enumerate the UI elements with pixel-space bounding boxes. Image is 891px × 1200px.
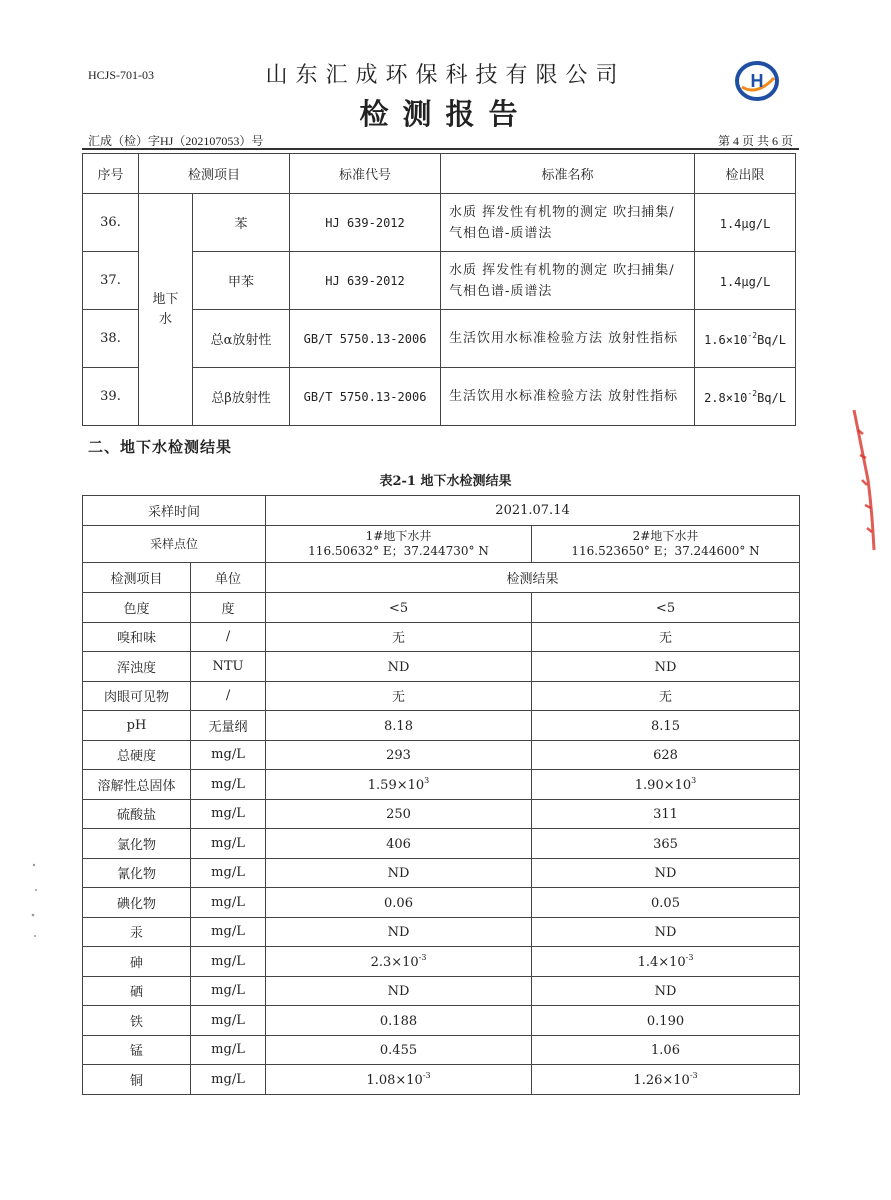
result-unit: mg/L xyxy=(191,740,266,770)
value-exponent: -2 xyxy=(747,388,758,398)
result-site-1 xyxy=(266,711,532,741)
value-base: 无 xyxy=(392,631,406,647)
result-unit: mg/L xyxy=(191,947,266,977)
row-no: 36. xyxy=(83,194,139,252)
test-item: 总β放射性 xyxy=(193,368,290,426)
result-site-1 xyxy=(266,888,532,918)
value-base: 1.4×10 xyxy=(637,954,686,970)
row-no: 38. xyxy=(83,310,139,368)
value-base: ND xyxy=(387,866,410,882)
result-site-1 xyxy=(266,858,532,888)
result-unit: mg/L xyxy=(191,1065,266,1095)
result-row xyxy=(83,711,800,741)
result-site-1 xyxy=(266,593,532,623)
result-unit: 度 xyxy=(191,593,266,623)
svg-text:H: H xyxy=(750,71,764,91)
value-base: ND xyxy=(654,659,677,675)
result-item: 硫酸盐 xyxy=(83,799,191,829)
value-base: 1.4μg/L xyxy=(719,274,771,289)
col-item: 检测项目 xyxy=(83,563,191,593)
value-base: 8.18 xyxy=(384,718,413,734)
result-site-2 xyxy=(532,1035,800,1065)
header-no: 序号 xyxy=(83,154,139,194)
value-exponent: -3 xyxy=(685,952,694,962)
result-item: pH xyxy=(83,711,191,741)
test-item: 苯 xyxy=(193,194,290,252)
value-exponent: -3 xyxy=(422,1070,431,1080)
result-site-1 xyxy=(266,917,532,947)
results-table xyxy=(82,495,800,1095)
standard-code: HJ 639-2012 xyxy=(290,252,441,310)
value-base: 1.4μg/L xyxy=(719,216,771,231)
result-site-1 xyxy=(266,1065,532,1095)
result-item: 肉眼可见物 xyxy=(83,681,191,711)
value-base: 365 xyxy=(653,836,678,852)
result-row xyxy=(83,652,800,682)
result-site-1 xyxy=(266,976,532,1006)
result-unit: / xyxy=(191,622,266,652)
value-exponent: 3 xyxy=(424,775,430,785)
standard-code: GB/T 5750.13-2006 xyxy=(290,368,441,426)
col-result: 检测结果 xyxy=(266,563,800,593)
result-row xyxy=(83,1065,800,1095)
result-site-2 xyxy=(532,593,800,623)
result-row xyxy=(83,888,800,918)
result-item: 色度 xyxy=(83,593,191,623)
value-base: 0.05 xyxy=(651,895,680,911)
standard-name: 水质 挥发性有机物的测定 吹扫捕集/气相色谱-质谱法 xyxy=(441,252,695,310)
result-row xyxy=(83,770,800,800)
doc-code: HCJS-701-03 xyxy=(88,68,155,82)
result-item: 汞 xyxy=(83,917,191,947)
standard-name: 生活饮用水标准检验方法 放射性指标 xyxy=(441,368,695,426)
value-base: ND xyxy=(654,866,677,882)
result-row xyxy=(83,799,800,829)
value-base: 1.6×10 xyxy=(704,332,748,347)
report-title: 检测报告 xyxy=(359,97,532,131)
header-name: 标准名称 xyxy=(441,154,695,194)
value-base: 311 xyxy=(653,807,678,823)
result-unit: mg/L xyxy=(191,1035,266,1065)
group-label: 地下 水 xyxy=(139,194,193,426)
result-site-2 xyxy=(532,770,800,800)
value-base: 0.188 xyxy=(379,1013,418,1029)
row-no: 37. xyxy=(83,252,139,310)
standard-name: 生活饮用水标准检验方法 放射性指标 xyxy=(441,310,695,368)
result-site-2 xyxy=(532,681,800,711)
result-unit: 无量纲 xyxy=(191,711,266,741)
result-site-2 xyxy=(532,888,800,918)
value-base: ND xyxy=(654,925,677,941)
value-base: 628 xyxy=(653,748,678,764)
site-name: 2#地下水井 xyxy=(632,529,699,543)
result-item: 锰 xyxy=(83,1035,191,1065)
result-unit: mg/L xyxy=(191,770,266,800)
result-site-2 xyxy=(532,740,800,770)
scan-speck-icon xyxy=(30,860,40,940)
method-table-header xyxy=(83,154,796,194)
result-site-1 xyxy=(266,740,532,770)
value-base: ND xyxy=(654,984,677,1000)
page-number: 第 4 页 共 6 页 xyxy=(717,134,793,148)
result-unit: mg/L xyxy=(191,799,266,829)
sampling-site-row xyxy=(83,526,800,563)
result-row xyxy=(83,858,800,888)
result-item: 总硬度 xyxy=(83,740,191,770)
report-reference: 汇成（检）字HJ（202107053）号 xyxy=(88,134,264,148)
red-seal-stamp-icon xyxy=(850,410,876,550)
result-site-1 xyxy=(266,622,532,652)
value-base: ND xyxy=(387,925,410,941)
value-base: ND xyxy=(387,984,410,1000)
value-base: 0.455 xyxy=(379,1043,418,1059)
section-title: 二、地下水检测结果 xyxy=(88,438,233,456)
standard-code: GB/T 5750.13-2006 xyxy=(290,310,441,368)
value-exponent: 3 xyxy=(691,775,697,785)
result-item: 浑浊度 xyxy=(83,652,191,682)
result-row xyxy=(83,1006,800,1036)
result-unit: mg/L xyxy=(191,917,266,947)
result-unit: mg/L xyxy=(191,858,266,888)
result-site-1 xyxy=(266,652,532,682)
method-row xyxy=(83,194,796,252)
header-rule xyxy=(82,148,799,150)
value-base: 无 xyxy=(392,690,406,706)
standard-code: HJ 639-2012 xyxy=(290,194,441,252)
result-site-2 xyxy=(532,711,800,741)
site-name: 1#地下水井 xyxy=(365,529,432,543)
result-site-1 xyxy=(266,681,532,711)
company-name: 山东汇成环保科技有限公司 xyxy=(265,63,626,88)
result-item: 砷 xyxy=(83,947,191,977)
result-item: 铁 xyxy=(83,1006,191,1036)
value-base: 1.06 xyxy=(651,1043,680,1059)
value-base: 2.8×10 xyxy=(704,390,748,405)
result-unit: mg/L xyxy=(191,1006,266,1036)
col-unit: 单位 xyxy=(191,563,266,593)
value-base: 250 xyxy=(386,807,411,823)
result-site-1 xyxy=(266,1006,532,1036)
result-item: 铜 xyxy=(83,1065,191,1095)
result-row xyxy=(83,740,800,770)
result-row xyxy=(83,829,800,859)
detection-limit xyxy=(695,194,796,252)
value-base: 无 xyxy=(659,631,673,647)
value-unit: Bq/L xyxy=(757,332,786,347)
sampling-site-label: 采样点位 xyxy=(83,526,266,563)
value-exponent: -3 xyxy=(689,1070,698,1080)
site-coords: 116.523650° E；37.244600° N xyxy=(571,544,760,558)
value-base: 1.26×10 xyxy=(633,1072,690,1088)
value-base: 8.15 xyxy=(651,718,680,734)
result-site-2 xyxy=(532,1006,800,1036)
standard-name: 水质 挥发性有机物的测定 吹扫捕集/气相色谱-质谱法 xyxy=(441,194,695,252)
site-coords: 116.50632° E；37.244730° N xyxy=(308,544,489,558)
sampling-time-value: 2021.07.14 xyxy=(266,496,800,526)
result-site-2 xyxy=(532,858,800,888)
result-item: 氯化物 xyxy=(83,829,191,859)
result-site-2 xyxy=(532,1065,800,1095)
site-1 xyxy=(266,526,532,563)
header-item: 检测项目 xyxy=(139,154,290,194)
value-base: 293 xyxy=(386,748,411,764)
result-row xyxy=(83,917,800,947)
method-table xyxy=(82,153,796,426)
result-site-2 xyxy=(532,829,800,859)
result-site-2 xyxy=(532,622,800,652)
result-unit: NTU xyxy=(191,652,266,682)
result-row xyxy=(83,593,800,623)
result-unit: mg/L xyxy=(191,829,266,859)
result-row xyxy=(83,622,800,652)
value-base: 1.59×10 xyxy=(367,777,425,793)
result-site-1 xyxy=(266,799,532,829)
result-item: 溶解性总固体 xyxy=(83,770,191,800)
result-site-1 xyxy=(266,770,532,800)
value-base: 无 xyxy=(659,690,673,706)
result-row xyxy=(83,947,800,977)
result-unit: mg/L xyxy=(191,976,266,1006)
result-site-1 xyxy=(266,947,532,977)
result-item: 碘化物 xyxy=(83,888,191,918)
results-header-row xyxy=(83,563,800,593)
value-base: <5 xyxy=(655,600,676,616)
row-no: 39. xyxy=(83,368,139,426)
header-limit: 检出限 xyxy=(695,154,796,194)
sampling-time-row xyxy=(83,496,800,526)
value-base: 1.08×10 xyxy=(366,1072,423,1088)
result-item: 嗅和味 xyxy=(83,622,191,652)
result-site-2 xyxy=(532,799,800,829)
result-item: 硒 xyxy=(83,976,191,1006)
value-base: 1.90×10 xyxy=(634,777,692,793)
site-2 xyxy=(532,526,800,563)
result-site-2 xyxy=(532,917,800,947)
result-site-2 xyxy=(532,652,800,682)
detection-limit xyxy=(695,252,796,310)
detection-limit xyxy=(695,310,796,368)
result-site-2 xyxy=(532,976,800,1006)
value-base: 0.06 xyxy=(384,895,413,911)
result-item: 氰化物 xyxy=(83,858,191,888)
hc-circle-logo-icon xyxy=(734,60,780,102)
value-base: ND xyxy=(387,659,410,675)
test-item: 总α放射性 xyxy=(193,310,290,368)
value-base: 2.3×10 xyxy=(370,954,419,970)
sampling-time-label: 采样时间 xyxy=(83,496,266,526)
detection-limit xyxy=(695,368,796,426)
result-row xyxy=(83,976,800,1006)
table-caption: 表2-1 地下水检测结果 xyxy=(379,474,512,489)
test-item: 甲苯 xyxy=(193,252,290,310)
result-row xyxy=(83,681,800,711)
result-site-1 xyxy=(266,829,532,859)
result-unit: / xyxy=(191,681,266,711)
value-base: 0.190 xyxy=(646,1013,685,1029)
result-unit: mg/L xyxy=(191,888,266,918)
value-base: 406 xyxy=(386,836,411,852)
value-exponent: -2 xyxy=(747,330,758,340)
header-code: 标准代号 xyxy=(290,154,441,194)
result-site-1 xyxy=(266,1035,532,1065)
value-unit: Bq/L xyxy=(757,390,786,405)
value-exponent: -3 xyxy=(418,952,427,962)
result-site-2 xyxy=(532,947,800,977)
value-base: <5 xyxy=(388,600,409,616)
result-row xyxy=(83,1035,800,1065)
